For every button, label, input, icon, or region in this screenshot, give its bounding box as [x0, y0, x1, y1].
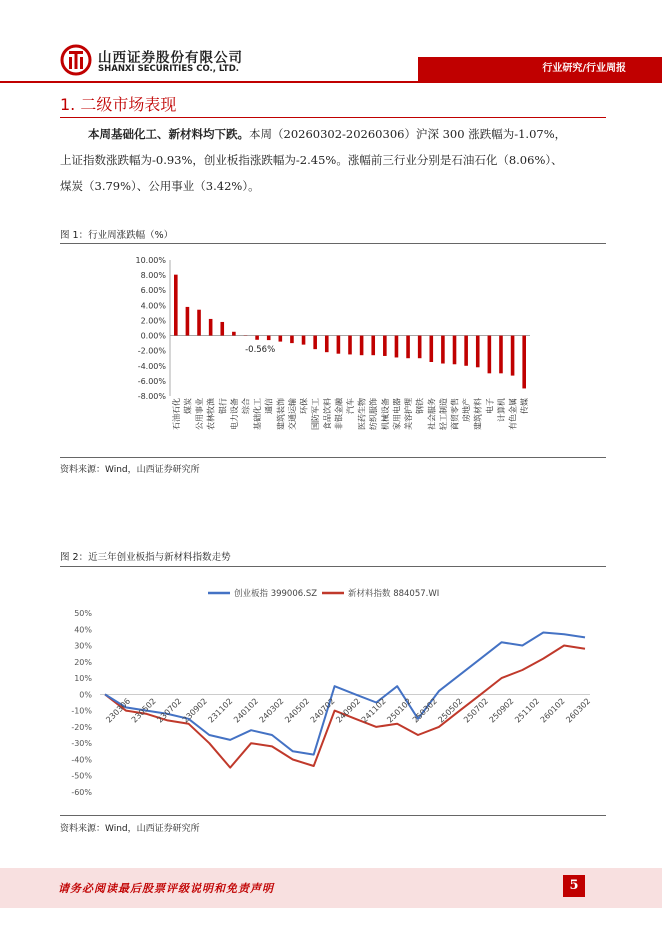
y-tick-label: 50%: [74, 609, 92, 618]
y-tick-label: -20%: [71, 722, 92, 732]
y-tick-label: -2.00%: [137, 346, 166, 356]
figure-2-title: 图 2：近三年创业板指与新材料指数走势: [60, 552, 231, 563]
bar: [209, 319, 213, 336]
y-tick-label: 0%: [79, 690, 92, 700]
bar: [360, 336, 364, 356]
paragraph-line-3: 煤炭（3.79%）、公用事业（3.42%）。: [60, 179, 260, 193]
x-tick-label: 社会服务: [427, 398, 437, 430]
x-tick-label: 石油石化: [171, 398, 181, 430]
company-name-cn: 山西证券股份有限公司: [98, 50, 243, 66]
x-tick-label: 230306: [104, 696, 133, 725]
x-tick-label: 250902: [487, 696, 516, 725]
x-tick-label: 230502: [129, 696, 158, 725]
bar: [511, 336, 515, 376]
y-tick-label: -60%: [71, 788, 92, 797]
x-tick-label: 230902: [180, 696, 209, 725]
x-tick-label: 非银金融: [334, 398, 344, 430]
x-tick-label: 250702: [462, 696, 490, 725]
x-tick-label: 231102: [206, 696, 235, 725]
y-tick-label: 6.00%: [140, 286, 166, 296]
bar: [279, 336, 283, 342]
y-tick-label: 2.00%: [140, 316, 166, 326]
y-tick-label: -40%: [71, 755, 92, 765]
x-tick-label: 250302: [410, 696, 439, 725]
x-tick-label: 食品饮料: [322, 398, 332, 430]
x-tick-label: 240102: [232, 696, 260, 725]
x-tick-label: 农林牧渔: [206, 398, 216, 430]
x-tick-label: 251102: [513, 696, 542, 725]
x-tick-label: 公用事业: [195, 398, 205, 430]
page-number: 5: [563, 875, 585, 897]
bar: [197, 310, 201, 336]
x-tick-label: 机械设备: [380, 398, 390, 430]
x-tick-label: 240302: [257, 696, 286, 725]
x-tick-label: 建筑装饰: [276, 398, 286, 430]
bar: [371, 336, 375, 356]
y-tick-label: 20%: [74, 657, 92, 667]
header-band: [418, 57, 662, 81]
series-line: [105, 633, 585, 755]
figure-2-bottom-rule: [60, 815, 606, 816]
y-tick-label: -8.00%: [137, 392, 166, 401]
figure-2-top-rule: [60, 566, 606, 567]
x-tick-label: 240702: [308, 696, 337, 725]
y-tick-label: -10%: [71, 706, 92, 716]
bar: [499, 336, 503, 374]
data-label: -0.56%: [245, 344, 276, 355]
figure-1-title: 图 1：行业周涨跌幅（%）: [60, 230, 174, 241]
y-tick-label: 4.00%: [140, 301, 166, 311]
y-tick-label: -50%: [71, 771, 92, 781]
bar: [337, 336, 341, 354]
x-tick-label: 260302: [564, 696, 593, 725]
x-tick-label: 家用电器: [392, 398, 402, 430]
bar: [313, 336, 317, 350]
x-tick-label: 轻工制造: [438, 398, 448, 430]
y-tick-label: 30%: [74, 641, 92, 651]
x-tick-label: 250502: [436, 696, 465, 725]
section-underline: [60, 117, 606, 118]
x-tick-label: 通信: [264, 398, 274, 414]
bar: [395, 336, 399, 358]
gem-vs-new-material-line-chart: [60, 578, 606, 813]
bar: [522, 336, 526, 389]
figure-1-bottom-rule: [60, 457, 606, 458]
bar: [488, 336, 492, 374]
bar: [441, 336, 445, 364]
x-tick-label: 国防军工: [311, 398, 321, 430]
x-tick-label: 美容护理: [404, 398, 414, 430]
x-tick-label: 交通运输: [287, 398, 297, 430]
x-tick-label: 钢铁: [415, 398, 425, 414]
section-title: 1. 二级市场表现: [60, 95, 177, 114]
paragraph-line-1-rest: 本周（20260302-20260306）沪深 300 涨跌幅为-1.07%，: [249, 127, 567, 141]
paragraph-line-2: 上证指数涨跌幅为-0.93%，创业板指涨跌幅为-2.45%。涨幅前三行业分别是石油石化（8.06%）、: [60, 153, 563, 167]
y-tick-label: -4.00%: [137, 361, 166, 371]
paragraph-lead: 本周基础化工、新材料均下跌。: [88, 127, 249, 141]
y-tick-label: -6.00%: [137, 376, 166, 386]
x-tick-label: 240502: [283, 696, 312, 725]
x-tick-label: 有色金属: [508, 398, 518, 430]
bar: [174, 275, 178, 336]
x-tick-label: 医药生物: [357, 398, 367, 430]
x-tick-label: 230702: [155, 696, 184, 725]
x-tick-label: 计算机: [496, 398, 506, 422]
y-tick-label: 40%: [74, 625, 92, 635]
x-tick-label: 环保: [299, 398, 309, 414]
x-tick-label: 商贸零售: [450, 398, 460, 430]
y-tick-label: -30%: [71, 739, 92, 749]
bar: [476, 336, 480, 368]
bar: [186, 307, 190, 336]
x-tick-label: 房地产: [462, 398, 472, 422]
figure-2-source: 资料来源：Wind，山西证券研究所: [60, 824, 200, 834]
y-tick-label: 10%: [74, 674, 92, 684]
x-tick-label: 240902: [334, 696, 363, 725]
paragraph-line-1: [60, 122, 612, 147]
y-tick-label: 10.00%: [135, 256, 166, 265]
x-tick-label: 电力设备: [229, 398, 239, 430]
x-tick-label: 综合: [241, 398, 251, 414]
bar: [325, 336, 329, 353]
figure-1-source: 资料来源：Wind，山西证券研究所: [60, 465, 200, 475]
y-tick-label: 8.00%: [140, 271, 166, 281]
bar: [429, 336, 433, 362]
legend-label: 创业板指 399006.SZ: [234, 589, 318, 599]
x-tick-label: 传媒: [520, 398, 530, 414]
industry-weekly-change-bar-chart: [60, 248, 606, 456]
x-tick-label: 250102: [385, 696, 414, 725]
x-tick-label: 银行: [218, 398, 228, 414]
bar: [383, 336, 387, 356]
y-tick-label: 0.00%: [140, 331, 166, 341]
bar: [290, 336, 294, 344]
company-logo-icon: [60, 44, 92, 76]
bar: [267, 336, 271, 341]
footer-disclaimer-link[interactable]: 请务必阅读最后股票评级说明和免责声明: [58, 882, 274, 895]
bar: [302, 336, 306, 345]
x-tick-label: 241102: [359, 696, 388, 725]
company-name-en: SHANXI SECURITIES CO., LTD.: [98, 64, 240, 74]
x-tick-label: 汽车: [346, 398, 355, 414]
bar: [418, 336, 422, 359]
x-tick-label: 建筑材料: [473, 398, 483, 430]
legend-label: 新材料指数 884057.WI: [348, 589, 440, 599]
x-tick-label: 260102: [538, 696, 567, 725]
bar: [464, 336, 468, 366]
bar: [348, 336, 352, 355]
doc-type-label: 行业研究/行业周报: [542, 63, 626, 74]
figure-1-top-rule: [60, 243, 606, 244]
bar: [220, 322, 224, 336]
bar: [406, 336, 410, 359]
x-tick-label: 基础化工: [253, 398, 263, 430]
x-tick-label: 纺织服饰: [369, 398, 379, 430]
bar: [255, 336, 259, 340]
bar: [453, 336, 457, 365]
x-tick-label: 煤炭: [183, 398, 193, 414]
x-tick-label: 电子: [485, 398, 495, 414]
bar: [232, 332, 236, 336]
header-divider: [0, 81, 662, 83]
